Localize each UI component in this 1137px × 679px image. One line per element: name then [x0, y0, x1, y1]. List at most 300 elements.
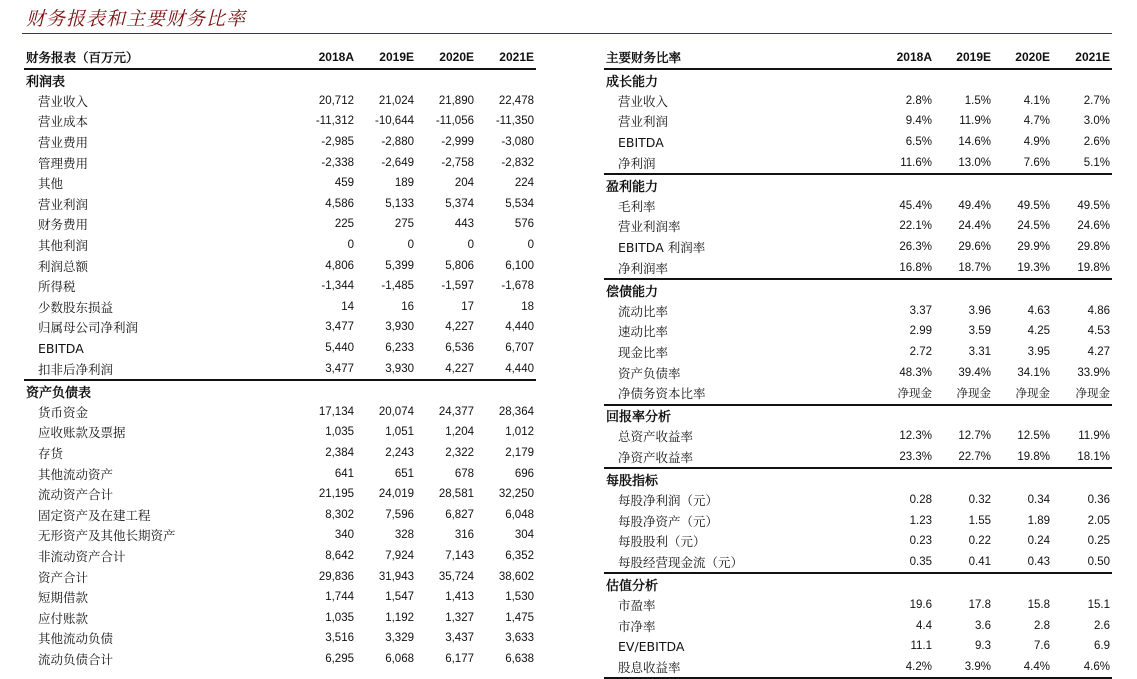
- row-value: 19.8%: [1052, 257, 1112, 279]
- table-row: [24, 132, 536, 153]
- row-label: EV/EBITDA: [618, 638, 685, 654]
- financial-ratios-table: [604, 46, 1112, 679]
- row-value: 4.6%: [1052, 657, 1112, 679]
- row-value: -2,880: [381, 136, 414, 149]
- row-label: 其他: [38, 176, 64, 192]
- row-label: 营业收入: [618, 93, 669, 109]
- row-value: 18.7%: [934, 257, 993, 279]
- row-value: 29,836: [318, 570, 354, 583]
- table-row: [604, 615, 1112, 636]
- row-value: 2,384: [325, 446, 354, 459]
- row-value: 3,930: [385, 321, 414, 334]
- row-value: 11.6%: [872, 152, 934, 174]
- row-value: 8,642: [325, 549, 354, 562]
- row-value: 2.05: [1087, 514, 1110, 527]
- row-label: 营业利润: [618, 114, 669, 130]
- table-row: [24, 338, 536, 359]
- table-row: [24, 484, 536, 505]
- row-value: 0.22: [968, 535, 991, 548]
- row-value: 1,547: [385, 591, 414, 604]
- row-value: 0.28: [909, 494, 932, 507]
- row-value: 2.72: [909, 346, 932, 359]
- row-value: 1,204: [445, 426, 474, 439]
- table-row: [24, 255, 536, 276]
- table-row: [24, 649, 536, 670]
- row-value: 0.50: [1052, 552, 1112, 574]
- row-label: 每股经营现金流（元）: [604, 552, 872, 574]
- table-row: [24, 152, 536, 173]
- section-title: 每股指标: [606, 474, 659, 490]
- row-value: 22.7%: [934, 447, 993, 469]
- row-value: 6,048: [505, 508, 534, 521]
- page-title: 财务报表和主要财务比率: [26, 8, 247, 30]
- row-label: 净利润: [604, 152, 872, 174]
- row-label: 资产负债率: [618, 365, 681, 381]
- table-row: [24, 297, 536, 318]
- table-row: [604, 595, 1112, 616]
- row-value: 5.1%: [1052, 152, 1112, 174]
- row-value: 6.9: [1094, 640, 1110, 653]
- row-label: 归属母公司净利润: [38, 320, 139, 336]
- row-value: 641: [334, 467, 354, 480]
- table-row: [604, 510, 1112, 531]
- row-value: 3.0%: [1083, 115, 1110, 128]
- row-value: 6,827: [445, 508, 474, 521]
- row-value: 1,413: [445, 591, 474, 604]
- row-value: 4.4: [916, 619, 932, 632]
- row-value: 2.8: [1034, 619, 1050, 632]
- row-value: 23.3%: [872, 447, 934, 469]
- row-value: 1,475: [505, 611, 534, 624]
- row-value: 328: [394, 529, 414, 542]
- row-value: 5,806: [445, 259, 474, 272]
- row-value: 18: [521, 300, 534, 313]
- row-value: 1.5%: [964, 94, 991, 107]
- row-value: 净现金: [872, 383, 934, 405]
- row-value: 678: [454, 467, 474, 480]
- row-value: 33.9%: [1077, 366, 1110, 379]
- row-label: 扣非后净利润: [24, 358, 286, 380]
- row-value: 31,943: [378, 570, 414, 583]
- section-header-row: [604, 174, 1112, 196]
- row-value: 49.5%: [1017, 199, 1050, 212]
- section-header-row: [24, 69, 536, 91]
- table-row: [604, 362, 1112, 383]
- table-row: [604, 216, 1112, 237]
- row-value: 49.5%: [1077, 199, 1110, 212]
- section-header-row: [604, 573, 1112, 595]
- row-value: 净现金: [934, 383, 993, 405]
- row-value: -2,338: [321, 156, 354, 169]
- row-label: 流动负债合计: [38, 651, 114, 667]
- row-value: 0: [527, 239, 534, 252]
- table-row: [24, 111, 536, 132]
- row-value: 7.6: [1034, 640, 1050, 653]
- row-value: 6,707: [505, 342, 534, 355]
- section-header-row: [604, 69, 1112, 91]
- row-value: 16: [401, 300, 414, 313]
- row-value: 20,074: [378, 405, 414, 418]
- row-label: 货币资金: [38, 404, 89, 420]
- row-value: 304: [514, 529, 534, 542]
- table-row: [24, 566, 536, 587]
- row-value: 4,440: [476, 358, 536, 380]
- row-value: 4,440: [505, 321, 534, 334]
- row-label: 流动比率: [618, 303, 669, 319]
- row-value: 3.59: [968, 325, 991, 338]
- table-row: [24, 173, 536, 194]
- row-label: 净资产收益率: [604, 447, 872, 469]
- row-value: 576: [514, 218, 534, 231]
- table-row: [604, 383, 1112, 405]
- row-value: 7.6%: [993, 152, 1052, 174]
- row-value: 14.6%: [958, 136, 991, 149]
- row-value: 1,035: [325, 426, 354, 439]
- table-row: [604, 111, 1112, 132]
- row-label: 净债务资本比率: [604, 383, 872, 405]
- table-row: [604, 196, 1112, 217]
- table-row: [604, 132, 1112, 153]
- row-value: 6,068: [385, 652, 414, 665]
- table-row: [24, 91, 536, 112]
- row-label: 流动资产合计: [38, 487, 114, 503]
- row-value: 18.1%: [1052, 447, 1112, 469]
- row-value: 4.9%: [1023, 136, 1050, 149]
- table-row: [604, 426, 1112, 447]
- row-value: 21,024: [378, 94, 414, 107]
- row-value: 2.6%: [1083, 136, 1110, 149]
- row-value: 7,924: [385, 549, 414, 562]
- row-value: -1,597: [441, 280, 474, 293]
- table-row: [24, 402, 536, 423]
- row-label: 应收账款及票据: [38, 425, 126, 441]
- row-value: 12.3%: [899, 430, 932, 443]
- table-row: [604, 301, 1112, 322]
- row-value: 459: [334, 177, 354, 190]
- section-header-row: [24, 380, 536, 402]
- row-value: 13.0%: [934, 152, 993, 174]
- row-value: 4.2%: [872, 657, 934, 679]
- row-value: -2,832: [501, 156, 534, 169]
- row-value: 9.3: [975, 640, 991, 653]
- row-value: 3,477: [286, 358, 356, 380]
- row-value: 316: [454, 529, 474, 542]
- section-header-row: [604, 405, 1112, 427]
- table-row: [24, 214, 536, 235]
- row-value: 3.9%: [934, 657, 993, 679]
- row-value: 29.8%: [1077, 241, 1110, 254]
- table-row: [604, 257, 1112, 279]
- row-value: 32,250: [498, 488, 534, 501]
- table-row: [604, 552, 1112, 574]
- row-value: 6,638: [505, 652, 534, 665]
- row-value: 6,100: [505, 259, 534, 272]
- row-label: EBITDA 利润率: [618, 240, 706, 256]
- row-value: 6,352: [505, 549, 534, 562]
- row-value: 0: [467, 239, 474, 252]
- row-value: 24.5%: [1017, 220, 1050, 233]
- row-label: 存货: [38, 445, 64, 461]
- year-header: 2019E: [356, 46, 416, 69]
- row-value: 4,806: [325, 259, 354, 272]
- row-value: 3,437: [445, 632, 474, 645]
- row-value: 29.6%: [958, 241, 991, 254]
- table-row: [24, 317, 536, 338]
- row-value: 1.89: [1027, 514, 1050, 527]
- row-label: 所得税: [38, 279, 76, 295]
- row-label: 应付账款: [38, 610, 89, 626]
- row-value: 17.8: [968, 599, 991, 612]
- row-value: 19.8%: [993, 447, 1052, 469]
- row-value: 38,602: [498, 570, 534, 583]
- row-label: 营业成本: [38, 114, 89, 130]
- row-value: 0.43: [993, 552, 1052, 574]
- row-value: 3.31: [968, 346, 991, 359]
- row-label: 营业费用: [38, 135, 89, 151]
- row-label: 无形资产及其他长期资产: [38, 528, 176, 544]
- section-title: 利润表: [26, 74, 66, 90]
- row-value: 4.63: [1027, 304, 1050, 317]
- row-value: 20,712: [318, 94, 354, 107]
- row-value: 1,530: [505, 591, 534, 604]
- row-label: 净利润率: [604, 257, 872, 279]
- row-value: 34.1%: [1017, 366, 1050, 379]
- section-title: 成长能力: [606, 74, 659, 90]
- row-value: 3.6: [975, 619, 991, 632]
- row-value: 3,930: [356, 358, 416, 380]
- year-header: 2021E: [1052, 46, 1112, 69]
- row-value: 0: [407, 239, 414, 252]
- row-label: 股息收益率: [604, 657, 872, 679]
- row-value: 19.6: [909, 599, 932, 612]
- row-label: 毛利率: [618, 198, 656, 214]
- row-value: 49.4%: [958, 199, 991, 212]
- row-value: 3.95: [1027, 346, 1050, 359]
- row-value: 2,243: [385, 446, 414, 459]
- row-value: 0.32: [968, 494, 991, 507]
- table-row: [24, 587, 536, 608]
- row-value: -2,985: [321, 136, 354, 149]
- table-row: [604, 490, 1112, 511]
- row-value: 4.86: [1087, 304, 1110, 317]
- table-row: [604, 657, 1112, 679]
- row-value: 0.23: [909, 535, 932, 548]
- row-value: 24.4%: [958, 220, 991, 233]
- row-value: -1,678: [501, 280, 534, 293]
- table-header-title: 主要财务比率: [604, 46, 872, 69]
- row-value: 1,192: [385, 611, 414, 624]
- row-value: 11.9%: [1078, 430, 1110, 443]
- section-title: 回报率分析: [606, 410, 672, 426]
- row-label: 速动比率: [618, 324, 669, 340]
- row-value: 2.6: [1094, 619, 1110, 632]
- row-value: 1,327: [445, 611, 474, 624]
- row-value: 19.3%: [993, 257, 1052, 279]
- row-value: 5,374: [445, 197, 474, 210]
- row-value: 7,143: [445, 549, 474, 562]
- row-value: 4.53: [1087, 325, 1110, 338]
- row-value: 48.3%: [899, 366, 932, 379]
- table-row: [24, 443, 536, 464]
- row-value: 2.99: [909, 325, 932, 338]
- row-value: 14: [341, 300, 354, 313]
- row-label: 每股股利（元）: [618, 534, 706, 550]
- table-row: [604, 91, 1112, 112]
- row-value: 4,586: [325, 197, 354, 210]
- row-value: 6,295: [325, 652, 354, 665]
- year-header: 2021E: [476, 46, 536, 69]
- row-value: 17,134: [318, 405, 354, 418]
- row-value: 0.25: [1087, 535, 1110, 548]
- row-value: 0.24: [1027, 535, 1050, 548]
- title-rule: [22, 33, 1112, 34]
- row-value: 11.9%: [959, 115, 991, 128]
- row-value: 6,233: [385, 342, 414, 355]
- row-value: 29.9%: [1017, 241, 1050, 254]
- table-row: [24, 628, 536, 649]
- row-value: -2,758: [441, 156, 474, 169]
- row-label: 营业利润: [38, 196, 89, 212]
- table-row: [604, 342, 1112, 363]
- year-header: 2018A: [872, 46, 934, 69]
- row-value: 11.1: [910, 640, 932, 653]
- row-value: 651: [394, 467, 414, 480]
- table-header-title: 财务报表（百万元）: [24, 46, 286, 69]
- table-row: [24, 276, 536, 297]
- table-row: [24, 194, 536, 215]
- row-value: 4.4%: [993, 657, 1052, 679]
- table-row: [24, 546, 536, 567]
- row-value: 9.4%: [905, 115, 932, 128]
- row-value: 0.35: [872, 552, 934, 574]
- row-label: 每股净利润（元）: [618, 493, 719, 509]
- table-row: [24, 358, 536, 380]
- table-header-row: [24, 46, 536, 69]
- row-value: -1,485: [381, 280, 414, 293]
- row-value: 15.1: [1087, 599, 1110, 612]
- financial-statements-table: [24, 46, 536, 669]
- row-value: 21,195: [318, 488, 354, 501]
- row-value: 0.36: [1087, 494, 1110, 507]
- row-value: 39.4%: [958, 366, 991, 379]
- row-label: 少数股东损益: [38, 299, 114, 315]
- row-value: -2,649: [381, 156, 414, 169]
- row-value: 4.25: [1027, 325, 1050, 338]
- section-title: 资产负债表: [26, 385, 92, 401]
- row-label: 财务费用: [38, 217, 89, 233]
- row-value: 3,516: [325, 632, 354, 645]
- table-row: [24, 525, 536, 546]
- row-label: 每股净资产（元）: [618, 513, 719, 529]
- row-value: 26.3%: [899, 241, 932, 254]
- row-value: 22.1%: [899, 220, 932, 233]
- row-value: 1,744: [325, 591, 354, 604]
- row-value: 3.37: [909, 304, 932, 317]
- row-value: 3,633: [505, 632, 534, 645]
- row-label: 总资产收益率: [618, 429, 694, 445]
- row-value: 0.34: [1027, 494, 1050, 507]
- row-value: 275: [394, 218, 414, 231]
- row-value: 12.7%: [958, 430, 991, 443]
- row-label: 其他流动负债: [38, 631, 114, 647]
- table-row: [604, 237, 1112, 258]
- row-value: 28,581: [438, 488, 474, 501]
- section-header-row: [604, 468, 1112, 490]
- row-value: 22,478: [498, 94, 534, 107]
- row-value: 净现金: [1052, 383, 1112, 405]
- row-value: 0.41: [934, 552, 993, 574]
- row-value: 1,012: [505, 426, 534, 439]
- row-label: 营业利润率: [618, 219, 681, 235]
- row-value: -11,312: [315, 115, 354, 128]
- table-header-row: [604, 46, 1112, 69]
- row-label: 营业收入: [38, 93, 89, 109]
- row-value: 24,019: [378, 488, 414, 501]
- row-label: 管理费用: [38, 155, 89, 171]
- row-value: 6.5%: [905, 136, 932, 149]
- row-value: 净现金: [993, 383, 1052, 405]
- row-value: 45.4%: [899, 199, 932, 212]
- row-value: 2.8%: [905, 94, 932, 107]
- row-label: 其他利润: [38, 238, 89, 254]
- table-row: [604, 321, 1112, 342]
- row-value: 340: [334, 529, 354, 542]
- row-label: 市净率: [618, 618, 656, 634]
- row-label: 非流动资产合计: [38, 548, 126, 564]
- row-value: 4.27: [1087, 346, 1110, 359]
- row-label: EBITDA: [38, 340, 84, 356]
- row-value: 21,890: [438, 94, 474, 107]
- table-row: [604, 636, 1112, 657]
- row-value: 1,035: [325, 611, 354, 624]
- table-row: [24, 504, 536, 525]
- row-value: 2.7%: [1083, 94, 1110, 107]
- year-header: 2018A: [286, 46, 356, 69]
- row-value: 1,051: [385, 426, 414, 439]
- row-value: 4,227: [445, 321, 474, 334]
- row-value: 5,440: [325, 342, 354, 355]
- row-value: 7,596: [385, 508, 414, 521]
- section-title: 盈利能力: [606, 179, 659, 195]
- row-value: -1,344: [321, 280, 354, 293]
- row-value: 1.23: [909, 514, 932, 527]
- table-row: [24, 235, 536, 256]
- row-value: 0: [347, 239, 354, 252]
- table-row: [604, 152, 1112, 174]
- row-value: 225: [334, 218, 354, 231]
- section-title: 偿债能力: [606, 284, 659, 300]
- year-header: 2019E: [934, 46, 993, 69]
- row-value: 15.8: [1027, 599, 1050, 612]
- table-row: [604, 531, 1112, 552]
- row-value: 28,364: [498, 405, 534, 418]
- row-label: 现金比率: [618, 345, 669, 361]
- row-value: 224: [514, 177, 534, 190]
- row-value: 3,477: [325, 321, 354, 334]
- row-value: 4.7%: [1023, 115, 1050, 128]
- row-value: 12.5%: [1017, 430, 1050, 443]
- row-value: -2,999: [441, 136, 474, 149]
- table-row: [24, 422, 536, 443]
- row-value: 35,724: [438, 570, 474, 583]
- row-value: 24.6%: [1077, 220, 1110, 233]
- row-value: 3.96: [968, 304, 991, 317]
- row-value: 189: [394, 177, 414, 190]
- row-label: 市盈率: [618, 598, 656, 614]
- section-header-row: [604, 279, 1112, 301]
- row-label: 其他流动资产: [38, 466, 114, 482]
- row-label: EBITDA: [618, 134, 664, 150]
